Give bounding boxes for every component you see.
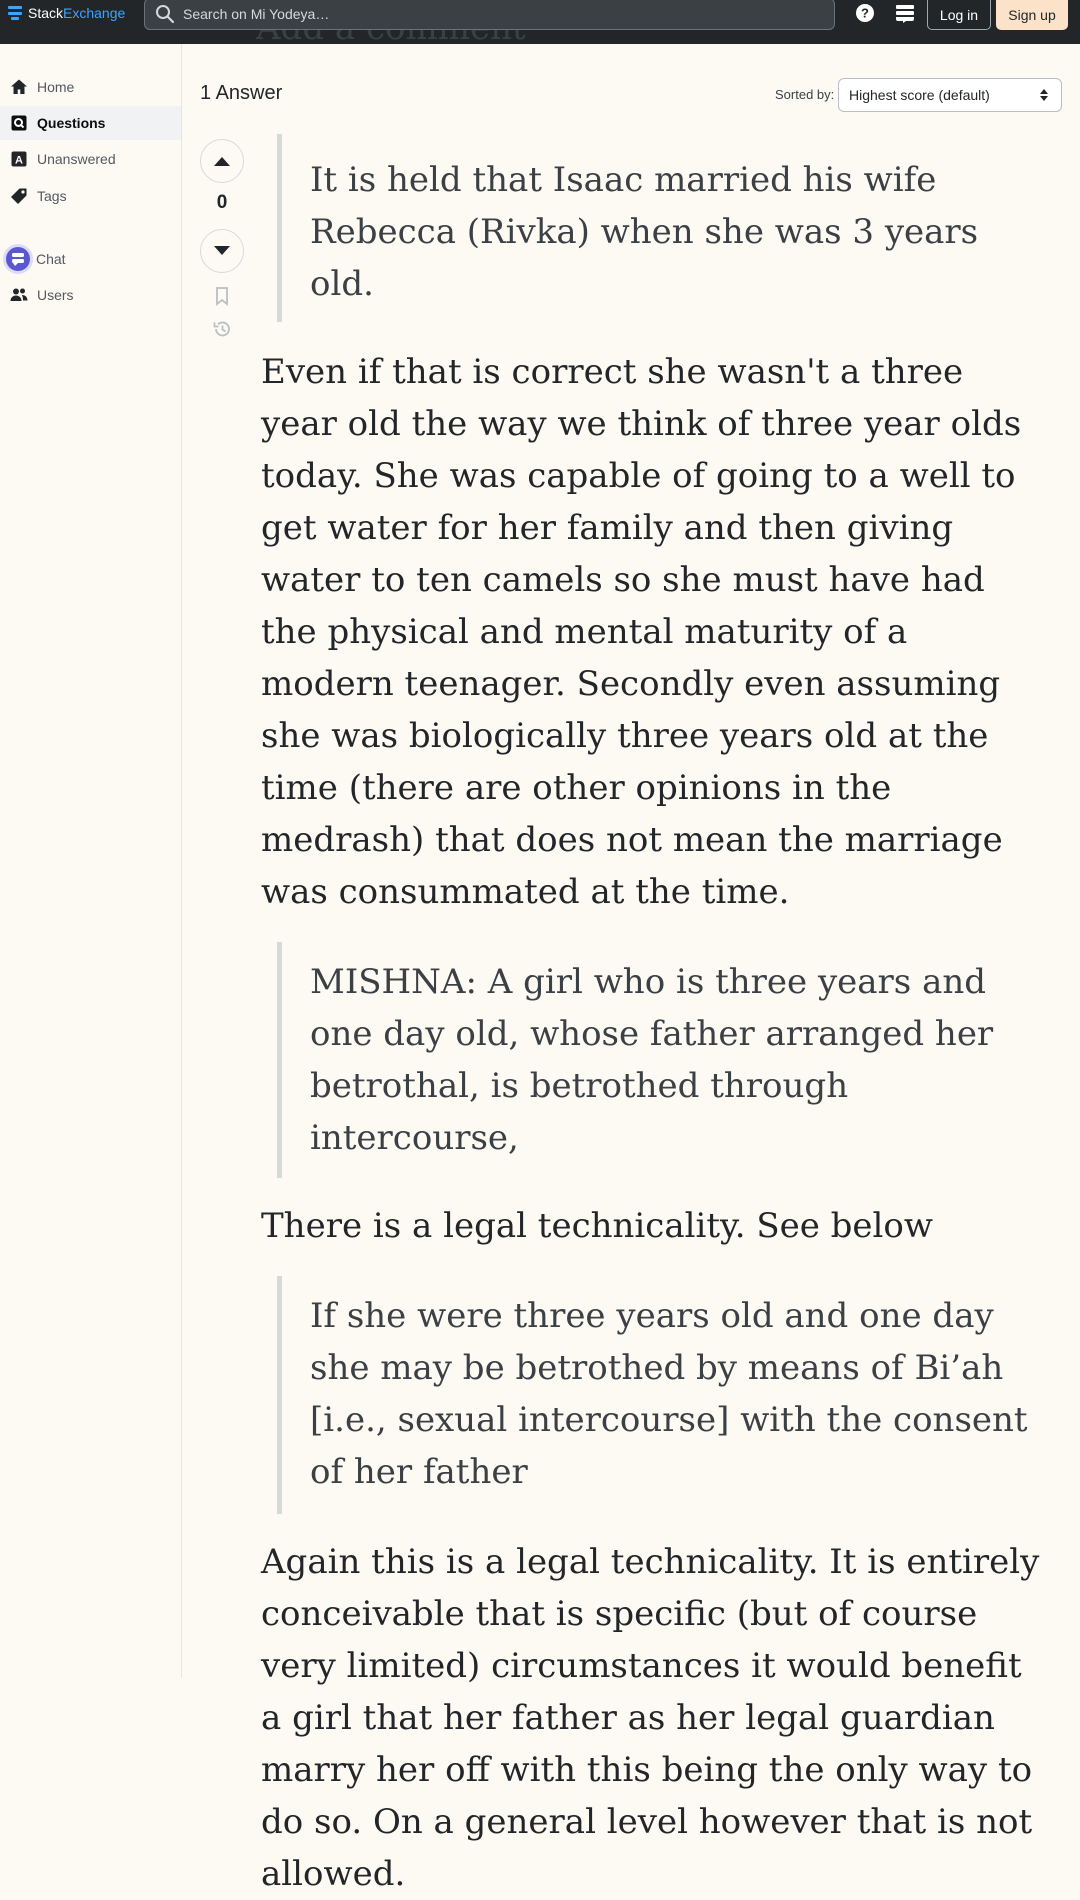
answer-paragraph: Even if that is correct she wasn't a three year old the way we think of three year olds today. She was capable of going to a well to get water for her family and then giving water to ten camels so she must have had the physical and mental maturity of a modern teenager. Secondly even assuming she was biologically three years old at the time (there are other opinions in the medrash) that does not mean the marriage was consummated at the time.	[261, 352, 1022, 912]
home-icon	[10, 78, 28, 96]
chat-icon	[3, 244, 33, 274]
stackexchange-logo[interactable]	[8, 3, 125, 23]
answer-blockquote: MISHNA: A girl who is three years and one day old, whose father arranged her betrothal, is betrothed through intercourse,	[277, 942, 1041, 1178]
signup-button[interactable]: Sign up	[996, 0, 1068, 30]
downvote-button[interactable]	[200, 229, 244, 273]
sidebar-item-home[interactable]	[0, 70, 181, 104]
sort-select[interactable]	[838, 78, 1062, 112]
upvote-button[interactable]	[200, 139, 244, 183]
sidebar-item-label: Questions	[37, 115, 106, 131]
answer-paragraph: Again this is a legal technicality. It is entirely conceivable that is specific (but of course very limited) circumstances it would benefit a girl that her father as her legal guardian marry her off with this being the only way to do so. On a general level however that is not allowed.	[261, 1542, 1040, 1894]
answer-post	[261, 134, 1041, 1900]
questions-icon	[10, 114, 28, 132]
arrow-down-icon	[213, 245, 231, 257]
users-icon	[10, 286, 28, 304]
sidebar-item-unanswered[interactable]	[0, 142, 181, 176]
logo-text: StackExchange	[28, 5, 126, 21]
sidebar-item-questions[interactable]	[0, 106, 181, 140]
sidebar-item-users[interactable]	[0, 278, 181, 312]
unanswered-icon	[10, 150, 28, 168]
answers-count-heading: 1 Answer	[200, 82, 283, 104]
sidebar-item-label: Users	[37, 287, 74, 303]
tag-icon	[10, 187, 28, 205]
search-input[interactable]	[183, 6, 783, 22]
bookmark-icon[interactable]	[212, 286, 232, 306]
sorted-by-label: Sorted by:	[775, 87, 835, 102]
answer-blockquote: If she were three years old and one day she may be betrothed by means of Bi’ah [i.e., sexual intercourse] with the consent of her father	[277, 1276, 1041, 1514]
sidebar-item-label: Unanswered	[37, 151, 116, 167]
answer-paragraph: There is a legal technicality. See below	[261, 1206, 933, 1246]
left-sidebar	[0, 44, 182, 1678]
vote-count: 0	[216, 192, 228, 213]
sidebar-item-chat[interactable]	[0, 242, 181, 276]
login-button[interactable]: Log in	[927, 0, 991, 30]
svg-text:A: A	[15, 154, 23, 167]
search-icon	[155, 4, 175, 24]
svg-text:?: ?	[861, 5, 869, 21]
sidebar-item-label: Chat	[36, 251, 66, 267]
stackexchange-icon	[8, 6, 22, 20]
site-switcher-icon[interactable]	[892, 2, 918, 24]
search-box[interactable]	[144, 0, 835, 30]
arrow-up-icon	[213, 155, 231, 167]
answer-blockquote: It is held that Isaac married his wife Rebecca (Rivka) when she was 3 years old.	[277, 134, 1041, 322]
sidebar-item-tags[interactable]	[0, 179, 181, 213]
sort-selected-value: Highest score (default)	[849, 87, 990, 103]
top-bar	[0, 0, 1080, 44]
help-icon[interactable]	[852, 2, 878, 24]
history-icon[interactable]	[212, 319, 232, 339]
sidebar-item-label: Home	[37, 79, 75, 95]
sidebar-item-label: Tags	[37, 188, 67, 204]
select-arrows-icon	[1039, 88, 1049, 102]
